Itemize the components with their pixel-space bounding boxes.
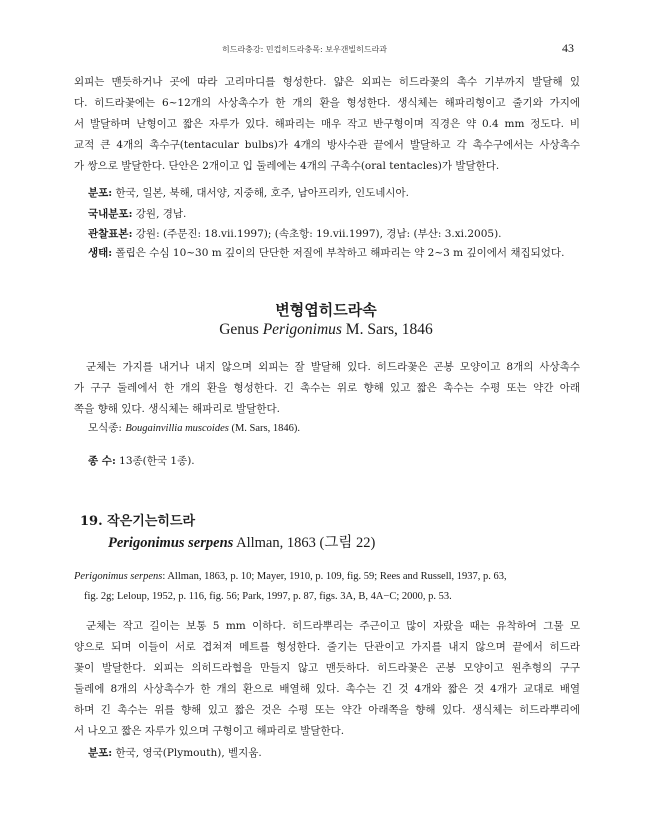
species-latin-name: Perigonimus serpens — [108, 535, 234, 551]
genus-korean-heading: 변형엽히드라속 — [275, 301, 377, 319]
species-author: Allman, 1863 (그림 22) — [233, 535, 376, 551]
species-latin-heading — [108, 531, 375, 552]
type-species-row — [88, 420, 300, 435]
specimens-label: 관찰표본: — [88, 228, 133, 240]
text-line: 교적 큰 4개의 촉수구(tentacular bulbs)가 4개의 방사수관 끝에서 발달하고 각 촉수구에서는 사상촉수 — [74, 139, 580, 151]
species-number: 19. — [80, 514, 103, 529]
text-line: 쪽을 향해 있다. 생식체는 해파리로 발달한다. — [74, 403, 280, 415]
running-header: 히드라충강: 민컵히드라충목: 보우갠빌히드라과 — [222, 45, 388, 54]
distribution-label: 분포: — [88, 187, 113, 199]
species-korean-name: 작은기는히드라 — [107, 514, 196, 529]
text-line: 둘레에 8개의 사상촉수가 한 개의 환으로 배열해 있다. 촉수는 긴 것 4개와 짧은 것 4개가 교대로 배열 — [74, 683, 580, 695]
species-count-value: 13종(한국 1종). — [115, 455, 195, 467]
domestic-value: 강원, 경남. — [132, 208, 187, 220]
genus-latin-heading — [0, 321, 652, 339]
type-species-label: 모식종: — [88, 422, 122, 434]
text-line: 군체는 작고 길이는 보통 5 mm 이하다. 히드라뿌리는 주근이고 많이 자랐을 때는 유착하여 그물 모 — [86, 620, 580, 632]
type-species-author: (M. Sars, 1846). — [228, 423, 301, 434]
genus-latin-name: Perigonimus — [262, 321, 342, 338]
specimens-value: 강원: (주문진: 18.vii.1997); (속초항: 19.vii.1997), 경남: (부산: 3.xi.2005). — [132, 228, 502, 240]
synonymy-line — [74, 567, 580, 587]
synonymy-text: : Allman, 1863, p. 10; Mayer, 1910, p. 109, fig. 59; Rees and Russell, 1937, p. 63, — [162, 571, 507, 582]
synonymy-name: Perigonimus serpens — [74, 571, 163, 582]
species-heading — [80, 510, 195, 529]
ecology-label: 생태: — [88, 247, 113, 259]
text-line: 서 나오고 짧은 자루가 있으며 구형이고 해파리로 발달한다. — [74, 725, 345, 737]
distribution-value: 한국, 영국(Plymouth), 벨지움. — [112, 747, 262, 759]
text-line: 하며 긴 촉수는 위를 향해 있고 짧은 것은 수평 또는 약간 아래쪽을 향해 있다. 생식체는 히드라뿌리에 — [74, 704, 580, 716]
type-species-name: Bougainvillia muscoides — [125, 423, 229, 434]
text-line: 군체는 가지를 내거나 내지 않으며 외피는 잘 발달해 있다. 히드라꽃은 곤봉 모양이고 8개의 사상촉수 — [86, 361, 580, 373]
text-line: 서 발달하며 난형이고 짧은 자루가 있다. 해파리는 매우 작고 반구형이며 직경은 약 0.4 mm 정도다. 비 — [74, 118, 580, 130]
text-line: 가 쌍으로 발달한다. 단안은 2개이고 입 둘레에는 4개의 구촉수(oral tentacles)가 발달한다. — [74, 160, 500, 172]
specimens-row — [88, 226, 502, 241]
distribution-value: 한국, 일본, 북해, 대서양, 지중해, 호주, 남아프리카, 인도네시아. — [112, 187, 410, 199]
domestic-label: 국내분포: — [88, 208, 133, 220]
genus-author: M. Sars, 1846 — [341, 321, 433, 338]
synonymy-line: fig. 2g; Leloup, 1952, p. 116, fig. 56; Park, 1997, p. 87, figs. 3A, B, 4A−C; 2000, p. 53. — [84, 591, 452, 602]
ecology-row — [88, 245, 564, 260]
text-line: 외피는 맨듯하거나 곳에 따라 고리마디를 형성한다. 얇은 외피는 히드라꽃의 촉수 기부까지 발달해 있 — [74, 76, 580, 88]
species-count-label: 종 수: — [88, 455, 116, 467]
genus-prefix: Genus — [219, 321, 263, 338]
domestic-distribution-row — [88, 206, 186, 221]
synonymy-block — [74, 567, 580, 607]
ecology-value: 폴립은 수심 10~30 m 깊이의 단단한 저질에 부착하고 해파리는 약 2~3 m 깊이에서 채집되었다. — [112, 247, 565, 259]
species-count-row — [88, 453, 195, 468]
distribution-label: 분포: — [88, 747, 113, 759]
text-line: 가 구구 둘레에서 한 개의 환을 형성한다. 긴 촉수는 위로 향해 있고 짧은 촉수는 수평 또는 약간 아래 — [74, 382, 580, 394]
genus-description — [74, 357, 580, 420]
text-line: 다. 히드라꽃에는 6~12개의 사상촉수가 한 개의 환을 형성한다. 생식체는 해파리형이고 줄기와 가지에 — [74, 97, 580, 109]
intro-paragraph — [74, 72, 580, 177]
page-number: 43 — [562, 41, 574, 55]
species-description — [74, 616, 580, 742]
species-distribution-row — [88, 745, 262, 760]
text-line: 양으로 되며 이들이 서로 겹쳐져 메트를 형성한다. 줄기는 단관이고 가지를 내지 않으며 끝에서 히드라 — [74, 641, 580, 653]
distribution-row — [88, 185, 409, 200]
text-line: 꽃이 발달한다. 외피는 의히드라협을 만들지 않고 맨듯하다. 히드라꽃은 곤봉 모양이고 원추형의 구구 — [74, 662, 580, 674]
